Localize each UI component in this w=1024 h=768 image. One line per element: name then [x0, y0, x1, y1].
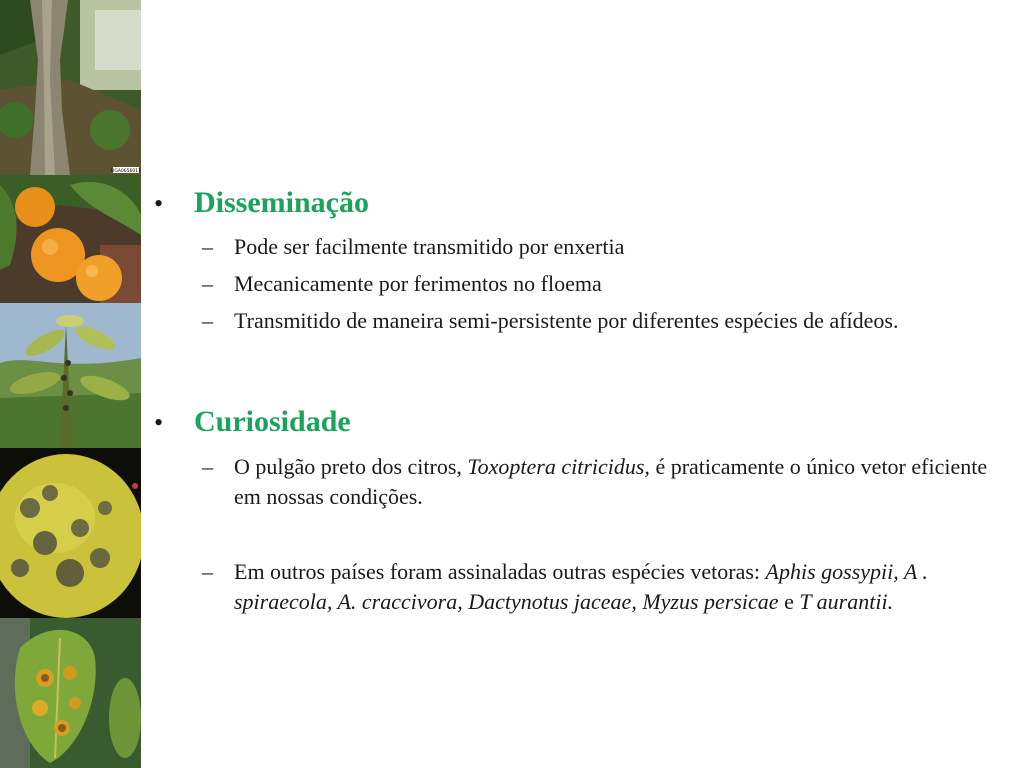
species-name: Toxoptera citricidus,	[467, 454, 650, 479]
diseased-leaf-photo	[0, 618, 141, 768]
heading-disseminacao: Disseminação	[194, 186, 369, 219]
sub-item	[202, 557, 992, 617]
species-name: T aurantii.	[799, 589, 894, 614]
sub-item-text: O pulgão preto dos citros, Toxoptera citricidus, é praticamente o único vetor eficiente em nossas condições.	[234, 454, 988, 509]
dash-marker: –	[202, 234, 213, 259]
spotted-citrus-fruit-photo	[0, 448, 141, 618]
dash-marker: –	[202, 271, 213, 296]
sub-item	[202, 269, 992, 299]
dash-marker: –	[202, 454, 213, 479]
bullet-curiosidade	[150, 405, 351, 439]
sub-item-text: Em outros países foram assinaladas outras espécies vetoras: Aphis gossypii, A . spiraecola, A. craccivora, Dactynotus jaceae, Myzus persicae e T aurantii.	[234, 559, 928, 614]
sub-item-text: Pode ser facilmente transmitido por enxertia	[234, 234, 625, 259]
sub-item-text: Transmitido de maneira semi-persistente por diferentes espécies de afídeos.	[234, 308, 899, 333]
citrus-tree-trunk-photo	[0, 0, 141, 175]
sub-item	[202, 452, 992, 512]
species-names: Aphis gossypii, A . spiraecola, A. craccivora, Dactynotus jaceae, Myzus persicae	[234, 559, 928, 614]
bullet-marker: •	[154, 408, 164, 437]
dash-marker: –	[202, 559, 213, 584]
sub-item	[202, 306, 992, 336]
oranges-on-branch-photo	[0, 175, 141, 303]
bullet-disseminacao	[150, 186, 369, 220]
heading-curiosidade: Curiosidade	[194, 405, 351, 438]
dash-marker: –	[202, 308, 213, 333]
slide-content	[150, 0, 1010, 768]
sub-item	[202, 232, 992, 262]
aphid-infested-shoot-photo	[0, 303, 141, 448]
image-caption: UGA0656013	[111, 169, 141, 174]
sub-item-text: Mecanicamente por ferimentos no floema	[234, 271, 602, 296]
photo-strip	[0, 0, 141, 768]
bullet-marker: •	[154, 189, 164, 218]
